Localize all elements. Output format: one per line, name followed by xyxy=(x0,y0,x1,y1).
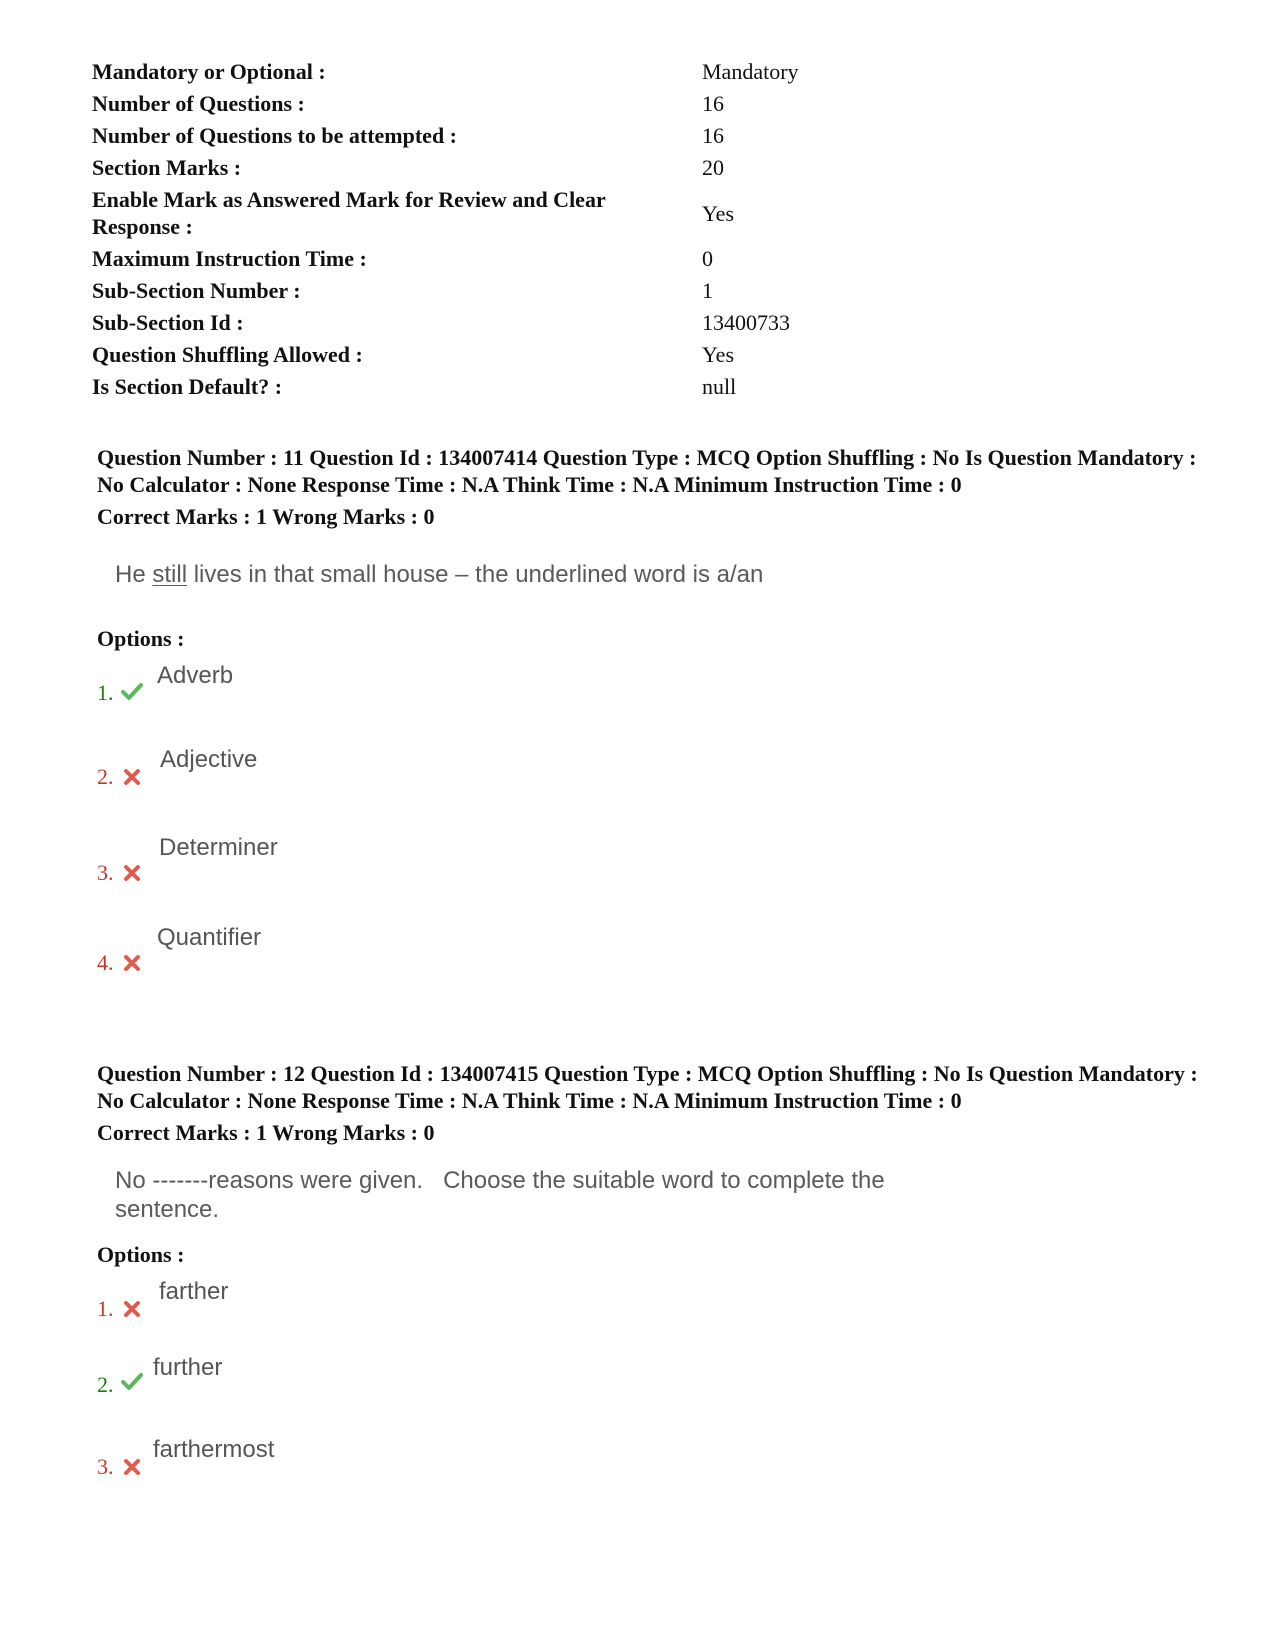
meta-row xyxy=(92,122,852,149)
meta-value: Yes xyxy=(702,200,735,226)
question-marks: Correct Marks : 1 Wrong Marks : 0 xyxy=(97,504,435,529)
check-icon xyxy=(121,680,143,702)
question-text-part: lives in that small house – the underlined word is a/an xyxy=(187,561,764,588)
option-3 xyxy=(97,834,497,902)
option-number: 4. xyxy=(97,950,114,975)
meta-label: Enable Mark as Answered Mark for Review and Clear Response : xyxy=(92,187,606,239)
cross-icon xyxy=(121,862,143,884)
meta-label: Mandatory or Optional : xyxy=(92,59,326,84)
meta-row xyxy=(92,90,852,117)
options-label: Options : xyxy=(97,1242,185,1267)
meta-row xyxy=(92,186,852,240)
meta-row xyxy=(92,373,852,400)
meta-label: Is Section Default? : xyxy=(92,374,283,399)
question-text xyxy=(115,1166,885,1224)
option-number: 1. xyxy=(97,1296,114,1321)
question-marks: Correct Marks : 1 Wrong Marks : 0 xyxy=(97,1120,435,1145)
meta-value: Mandatory xyxy=(702,59,799,84)
option-3 xyxy=(97,1436,497,1496)
meta-value: 16 xyxy=(702,91,724,116)
meta-label: Section Marks : xyxy=(92,155,242,180)
meta-value: 16 xyxy=(702,123,724,148)
option-number: 1. xyxy=(97,680,114,705)
question-header: Question Number : 12 Question Id : 134007415 Question Type : MCQ Option Shuffling : No Is Question Mandatory : No Calculator : None Response Time : N.A Think Time : N.A Minimum Instruction Time : 0 xyxy=(97,1061,1198,1113)
option-number: 2. xyxy=(97,1372,114,1397)
option-4 xyxy=(97,924,497,994)
meta-label: Number of Questions : xyxy=(92,91,305,116)
option-number: 3. xyxy=(97,860,114,885)
question-header: Question Number : 11 Question Id : 134007414 Question Type : MCQ Option Shuffling : No Is Question Mandatory : No Calculator : None Response Time : N.A Think Time : N.A Minimum Instruction Time : 0 xyxy=(97,445,1197,497)
option-text: Quantifier xyxy=(157,924,262,951)
meta-row xyxy=(92,58,852,85)
meta-row xyxy=(92,277,852,304)
meta-row xyxy=(92,341,852,368)
option-1 xyxy=(97,1278,497,1338)
option-text: Adjective xyxy=(160,746,258,773)
option-text: further xyxy=(153,1354,223,1381)
section-info-table xyxy=(92,58,852,405)
question-11 xyxy=(97,444,1217,1004)
meta-value: null xyxy=(702,374,737,399)
meta-value: Yes xyxy=(702,342,735,367)
option-2 xyxy=(97,1354,497,1414)
meta-value: 1 xyxy=(702,278,713,303)
question-text xyxy=(115,560,763,589)
option-1 xyxy=(97,662,497,722)
question-text-line: No -------reasons were given. Choose the suitable word to complete the xyxy=(115,1167,885,1194)
option-text: Adverb xyxy=(157,662,234,689)
meta-label: Question Shuffling Allowed : xyxy=(92,342,363,367)
options-label: Options : xyxy=(97,626,185,651)
option-number: 3. xyxy=(97,1454,114,1479)
option-text: farther xyxy=(159,1278,229,1305)
cross-icon xyxy=(121,1456,143,1478)
question-text-part: He xyxy=(115,561,153,588)
question-12 xyxy=(97,1060,1217,1500)
meta-value: 20 xyxy=(702,155,724,180)
meta-label: Sub-Section Number : xyxy=(92,278,301,303)
underlined-word: still xyxy=(152,561,188,588)
cross-icon xyxy=(121,952,143,974)
meta-label: Maximum Instruction Time : xyxy=(92,246,367,271)
meta-row xyxy=(92,154,852,181)
question-text-line: sentence. xyxy=(115,1196,220,1223)
meta-value: 13400733 xyxy=(702,310,790,335)
meta-value: 0 xyxy=(702,246,713,271)
meta-label: Sub-Section Id : xyxy=(92,310,244,335)
meta-row xyxy=(92,309,852,336)
meta-row xyxy=(92,245,852,272)
option-text: Determiner xyxy=(159,834,278,861)
check-icon xyxy=(121,1370,143,1392)
option-text: farthermost xyxy=(153,1436,275,1463)
option-number: 2. xyxy=(97,764,114,789)
cross-icon xyxy=(121,766,143,788)
meta-label: Number of Questions to be attempted : xyxy=(92,123,458,148)
option-2 xyxy=(97,746,497,806)
cross-icon xyxy=(121,1298,143,1320)
